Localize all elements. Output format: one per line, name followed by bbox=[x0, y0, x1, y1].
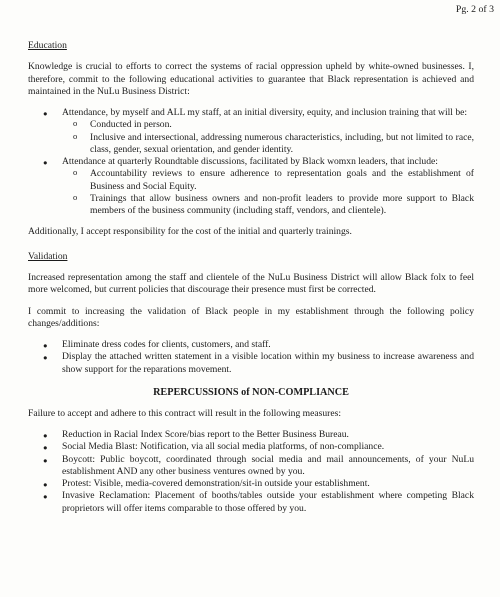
list-item: ● Display the attached written statement in a visible location within my business to increase awareness and show support for the reparations movement. bbox=[28, 351, 474, 376]
validation-para-2: I commit to increasing the validation of Black people in my establishment through the following policy changes/additions: bbox=[28, 305, 474, 329]
validation-heading: Validation bbox=[28, 250, 68, 262]
sub-list-item: o Trainings that allow business owners and non-profit leaders to provide more support to Black members of the business community (including staff, vendors, and clientele). bbox=[62, 193, 474, 218]
list-item bbox=[28, 156, 474, 217]
list-item: ● Eliminate dress codes for clients, customers, and staff. bbox=[28, 339, 474, 351]
validation-list bbox=[28, 339, 474, 376]
education-item-text: ● Attendance, by myself and ALL my staff, at an initial diversity, equity, and inclusion training that will be: bbox=[62, 107, 468, 119]
list-item: ● Reduction in Racial Index Score/bias report to the Better Business Bureau. bbox=[28, 429, 474, 441]
education-sublist bbox=[62, 119, 474, 156]
validation-para-1: Increased representation among the staff and clientele of the NuLu Business District will allow Black folx to feel more welcomed, but current policies that discourage their presence must first be corrected. bbox=[28, 271, 474, 296]
sub-list-item: o Inclusive and intersectional, addressing numerous characteristics, including, but not limited to race, class, gender, sexual orientation, and gender identity. bbox=[62, 132, 474, 157]
repercussions-list bbox=[28, 429, 474, 515]
list-item bbox=[28, 107, 474, 156]
education-heading: Education bbox=[28, 40, 67, 51]
repercussions-title: REPERCUSSIONS of NON-COMPLIANCE bbox=[153, 386, 349, 398]
sub-list-item: o Conducted in person. bbox=[62, 119, 474, 131]
list-item: ● Protest: Visible, media-covered demonstration/sit-in outside your establishment. bbox=[28, 478, 474, 490]
list-item: ● Invasive Reclamation: Placement of booths/tables outside your establishment where competing Black proprietors will offer items comparable to those offered by you. bbox=[28, 490, 474, 515]
education-item-text: ● Attendance at quarterly Roundtable discussions, facilitated by Black womxn leaders, that include: bbox=[62, 156, 438, 168]
page-number: Pg. 2 of 3 bbox=[455, 4, 494, 15]
education-intro: Knowledge is crucial to efforts to correct the systems of racial oppression upheld by white-owned businesses. I, therefore, commit to the following educational activities to guarantee that Black representation is achieved and maintained in the NuLu Business District: bbox=[28, 61, 474, 97]
education-closing: Additionally, I accept responsibility for the cost of the initial and quarterly trainings. bbox=[28, 226, 352, 238]
education-sublist bbox=[62, 168, 474, 217]
list-item: ● Social Media Blast: Notification, via all social media platforms, of non-compliance. bbox=[28, 441, 474, 453]
list-item: ● Boycott: Public boycott, coordinated through social media and mail announcements, of your NuLu establishment AND any other business ventures owned by you. bbox=[28, 454, 474, 479]
education-list bbox=[28, 107, 474, 217]
sub-list-item: o Accountability reviews to ensure adherence to representation goals and the establishment of Business and Social Equity. bbox=[62, 168, 474, 193]
repercussions-intro: Failure to accept and adhere to this contract will result in the following measures: bbox=[28, 407, 342, 419]
